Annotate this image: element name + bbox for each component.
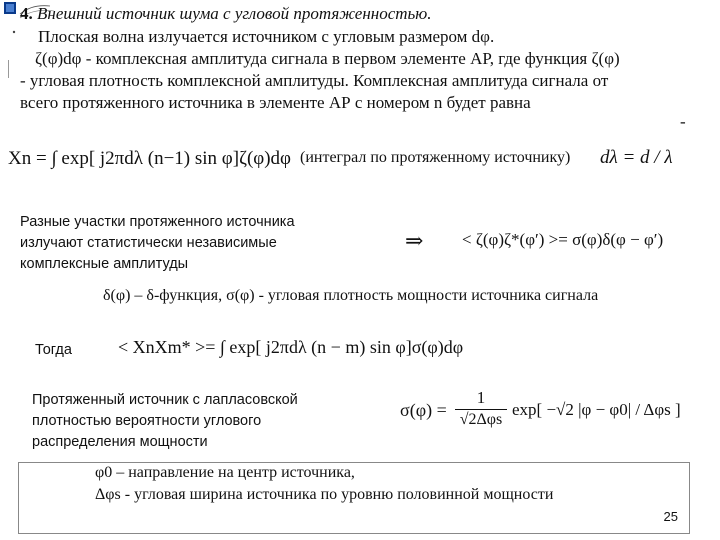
left-margin-mark bbox=[8, 60, 9, 78]
formula-fraction bbox=[455, 388, 507, 429]
laplace-line: плотностью вероятности углового bbox=[32, 413, 262, 429]
title-number: 4. bbox=[20, 4, 33, 23]
formula-correlation: < ζ(φ)ζ*(φ′) >= σ(φ)δ(φ − φ′) bbox=[462, 230, 664, 249]
formula-covariance: < XnXm* >= ∫ exp[ j2πdλ (n − m) sin φ]σ(φ)dφ bbox=[118, 337, 464, 357]
para-line: Плоская волна излучается источником с угловым размером dφ. bbox=[38, 27, 495, 46]
fraction-bar bbox=[455, 409, 507, 410]
then-label: Тогда bbox=[35, 342, 72, 358]
title-text: Внешний источник шума с угловой протяженностью. bbox=[37, 4, 432, 23]
laplace-text bbox=[32, 390, 298, 453]
para-line: всего протяженного источника в элементе АР с номером n будет равна bbox=[20, 93, 531, 112]
slide-title bbox=[20, 4, 432, 24]
formula-d-lambda: dλ = d / λ bbox=[600, 147, 673, 168]
intro-paragraph bbox=[20, 26, 690, 114]
phi0-definition: φ0 – направление на центр источника, bbox=[95, 464, 355, 481]
independence-line: излучают статистически независимые bbox=[20, 235, 277, 251]
fraction-denominator: √2Δφs bbox=[459, 411, 503, 428]
independence-line: комплексные амплитуды bbox=[20, 256, 189, 272]
independence-line: Разные участки протяженного источника bbox=[20, 214, 295, 230]
para-line: ζ(φ)dφ - комплексная амплитуда сигнала в первом элементе АР, где функция ζ(φ) bbox=[35, 49, 620, 68]
implies-arrow: ⇒ bbox=[405, 228, 424, 253]
laplace-line: распределения мощности bbox=[32, 434, 208, 450]
integral-note: (интеграл по протяженному источнику) bbox=[300, 149, 571, 166]
trailing-dash: - bbox=[680, 112, 686, 131]
dphi-definition: Δφs - угловая ширина источника по уровню половинной мощности bbox=[95, 486, 554, 503]
formula-exponent: exp[ −√2 |φ − φ0| / Δφs ] bbox=[512, 400, 681, 419]
formula-sigma-left: σ(φ) = bbox=[400, 400, 447, 420]
independence-text bbox=[20, 212, 295, 275]
fraction-numerator: 1 bbox=[476, 388, 486, 407]
delta-function-line: δ(φ) – δ-функция, σ(φ) - угловая плотность мощности источника сигнала bbox=[103, 287, 599, 304]
laplace-line: Протяженный источник с лапласовской bbox=[32, 392, 298, 408]
page-number: 25 bbox=[663, 509, 678, 524]
formula-xn: Xn = ∫ exp[ j2πdλ (n−1) sin φ]ζ(φ)dφ bbox=[8, 148, 292, 169]
para-line: - угловая плотность комплексной амплитуды. Комплексная амплитуда сигнала от bbox=[20, 71, 609, 90]
